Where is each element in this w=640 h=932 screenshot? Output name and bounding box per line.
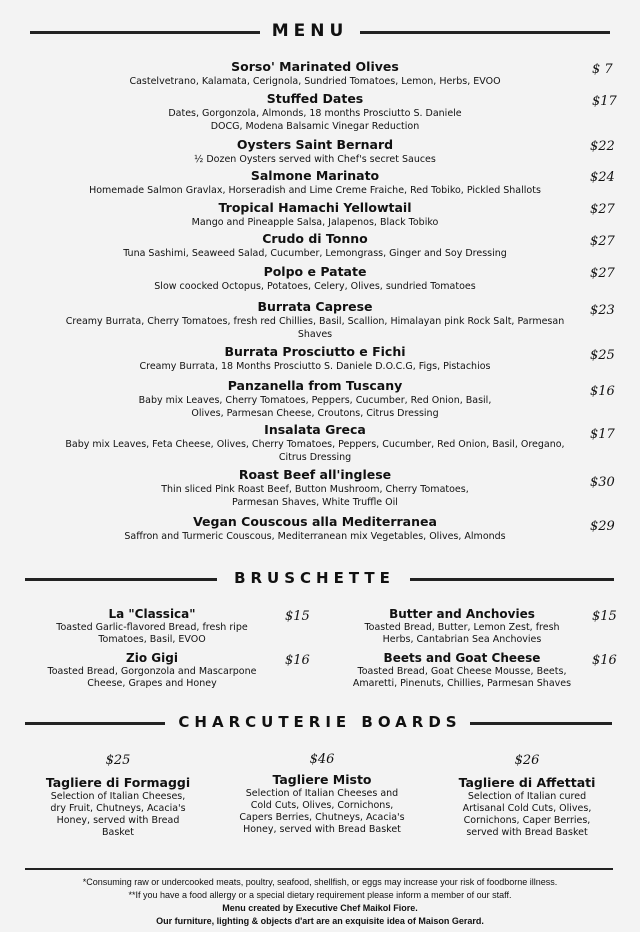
bruschette-rule-right <box>410 578 614 581</box>
item-desc: Selection of Italian Cheeses and Cold Cuts, Olives, Cornichons, Capers Berries, Chutneys, Acacia's Honey, served with Bread Basket <box>239 788 405 835</box>
item-price: $24 <box>590 170 615 185</box>
item-desc: Toasted Bread, Gorgonzola and Mascarpone Cheese, Grapes and Honey <box>47 666 257 689</box>
item-desc: Toasted Bread, Goat Cheese Mousse, Beets, Amaretti, Pinenuts, Chillies, Parmesan Shaves <box>352 666 572 689</box>
item-price: $26 <box>514 753 540 768</box>
menu-item <box>60 200 570 229</box>
item-price: $27 <box>590 202 615 217</box>
charcuterie-rule-left <box>25 722 165 725</box>
item-desc: Castelvetrano, Kalamata, Cerignola, Sundried Tomatoes, Lemon, Herbs, EVOO <box>129 76 501 87</box>
item-price: $17 <box>592 94 617 109</box>
board-item <box>236 752 408 836</box>
menu-item <box>60 299 570 341</box>
item-price: $17 <box>590 427 615 442</box>
item-name: Sorso' Marinated Olives <box>231 59 399 74</box>
bruschetta-item <box>340 651 584 690</box>
item-desc: Baby mix Leaves, Feta Cheese, Olives, Cherry Tomatoes, Peppers, Cucumber, Red Onion, Basil, Oregano, Citrus Dressing <box>65 439 565 463</box>
item-price: $16 <box>285 653 310 668</box>
item-desc: Selection of Italian cured Artisanal Cold Cuts, Olives, Cornichons, Caper Berries, served with Bread Basket <box>462 791 592 838</box>
item-desc: Homemade Salmon Gravlax, Horseradish and Lime Creme Fraiche, Red Tobiko, Pickled Shallots <box>89 185 541 196</box>
menu-item <box>60 91 570 133</box>
item-name: Tagliere Misto <box>272 772 372 787</box>
item-desc: Mango and Pineapple Salsa, Jalapenos, Black Tobiko <box>191 217 439 228</box>
board-item <box>43 753 193 839</box>
footer-allergy-note: **If you have a food allergy or a special dietary requirement please inform a member of our staff. <box>128 890 512 900</box>
item-desc: Tuna Sashimi, Seaweed Salad, Cucumber, Lemongrass, Ginger and Soy Dressing <box>123 248 507 259</box>
item-name: Butter and Anchovies <box>389 607 535 621</box>
item-desc: Creamy Burrata, Cherry Tomatoes, fresh red Chillies, Basil, Scallion, Himalayan pink Rock Salt, Parmesan Shaves <box>65 316 565 340</box>
board-item <box>452 753 602 839</box>
item-name: Burrata Prosciutto e Fichi <box>224 344 406 359</box>
item-price: $15 <box>285 609 310 624</box>
item-desc: Creamy Burrata, 18 Months Prosciutto S. Daniele D.O.C.G, Figs, Pistachios <box>139 361 491 372</box>
item-price: $29 <box>590 519 615 534</box>
item-price: $22 <box>590 139 615 154</box>
item-price: $16 <box>590 384 615 399</box>
item-desc: Thin sliced Pink Roast Beef, Button Mushroom, Cherry Tomatoes, Parmesan Shaves, White Truffle Oil <box>161 484 469 508</box>
item-price: $15 <box>592 609 617 624</box>
footer-rule <box>25 868 613 870</box>
bruschette-title: BRUSCHETTE <box>234 569 395 587</box>
footer <box>30 876 610 928</box>
item-name: Tagliere di Formaggi <box>45 775 191 790</box>
item-desc: Dates, Gorgonzola, Almonds, 18 months Prosciutto S. Daniele DOCG, Modena Balsamic Vinegar Reduction <box>168 108 462 132</box>
menu-item <box>60 264 570 293</box>
item-desc: Slow coocked Octopus, Potatoes, Celery, Olives, sundried Tomatoes <box>154 281 476 292</box>
menu-item <box>60 168 570 197</box>
item-desc: ½ Dozen Oysters served with Chef's secret Sauces <box>194 154 436 165</box>
item-price: $27 <box>590 234 615 249</box>
footer-furniture-credit: Our furniture, lighting & objects d'art are an exquisite idea of Maison Gerard. <box>156 916 484 926</box>
item-name: Roast Beef all'inglese <box>238 467 392 482</box>
item-price: $23 <box>590 303 615 318</box>
menu-item <box>60 344 570 373</box>
item-price: $27 <box>590 266 615 281</box>
item-desc: Toasted Garlic-flavored Bread, fresh ripe Tomatoes, Basil, EVOO <box>56 622 248 645</box>
item-name: Crudo di Tonno <box>262 231 368 246</box>
item-price: $25 <box>590 348 615 363</box>
menu-item <box>60 59 570 88</box>
bruschetta-item <box>34 607 270 646</box>
item-name: Salmone Marinato <box>250 168 380 183</box>
menu-item <box>60 231 570 260</box>
item-name: Stuffed Dates <box>266 91 364 106</box>
item-name: Beets and Goat Cheese <box>383 651 541 665</box>
item-price: $46 <box>309 752 335 767</box>
item-name: Oysters Saint Bernard <box>236 137 394 152</box>
item-name: Panzanella from Tuscany <box>227 378 403 393</box>
item-desc: Toasted Bread, Butter, Lemon Zest, fresh Herbs, Cantabrian Sea Anchovies <box>364 622 560 645</box>
item-name: La "Classica" <box>108 607 196 621</box>
menu-title: MENU <box>271 21 349 41</box>
menu-item <box>60 422 570 464</box>
footer-disclaimer: *Consuming raw or undercooked meats, poultry, seafood, shellfish, or eggs may increase your risk of foodborne illness. <box>82 877 558 887</box>
item-desc: Selection of Italian Cheeses, dry Fruit, Chutneys, Acacia's Honey, served with Bread Basket <box>50 791 186 838</box>
item-desc: Baby mix Leaves, Cherry Tomatoes, Peppers, Cucumber, Red Onion, Basil, Olives, Parmesan Cheese, Croutons, Citrus Dressing <box>138 395 492 419</box>
footer-chef-credit: Menu created by Executive Chef Maikol Fiore. <box>222 903 418 913</box>
item-name: Insalata Greca <box>264 422 366 437</box>
menu-rule-left <box>30 31 260 34</box>
menu-item <box>60 378 570 420</box>
bruschetta-item <box>34 651 270 690</box>
charcuterie-title: CHARCUTERIE BOARDS <box>178 713 462 731</box>
item-price: $25 <box>105 753 131 768</box>
item-price: $ 7 <box>592 62 613 77</box>
bruschette-rule-left <box>25 578 217 581</box>
menu-item <box>60 514 570 543</box>
menu-item <box>60 137 570 166</box>
item-price: $30 <box>590 475 615 490</box>
item-desc: Saffron and Turmeric Couscous, Mediterranean mix Vegetables, Olives, Almonds <box>124 531 506 542</box>
item-name: Tagliere di Affettati <box>458 775 596 790</box>
item-name: Burrata Caprese <box>257 299 373 314</box>
item-name: Vegan Couscous alla Mediterranea <box>193 514 437 529</box>
item-price: $16 <box>592 653 617 668</box>
bruschetta-item <box>340 607 584 646</box>
menu-rule-right <box>360 31 610 34</box>
item-name: Polpo e Patate <box>263 264 367 279</box>
charcuterie-rule-right <box>470 722 612 725</box>
item-name: Zio Gigi <box>126 651 178 665</box>
menu-item <box>60 467 570 509</box>
item-name: Tropical Hamachi Yellowtail <box>218 200 412 215</box>
